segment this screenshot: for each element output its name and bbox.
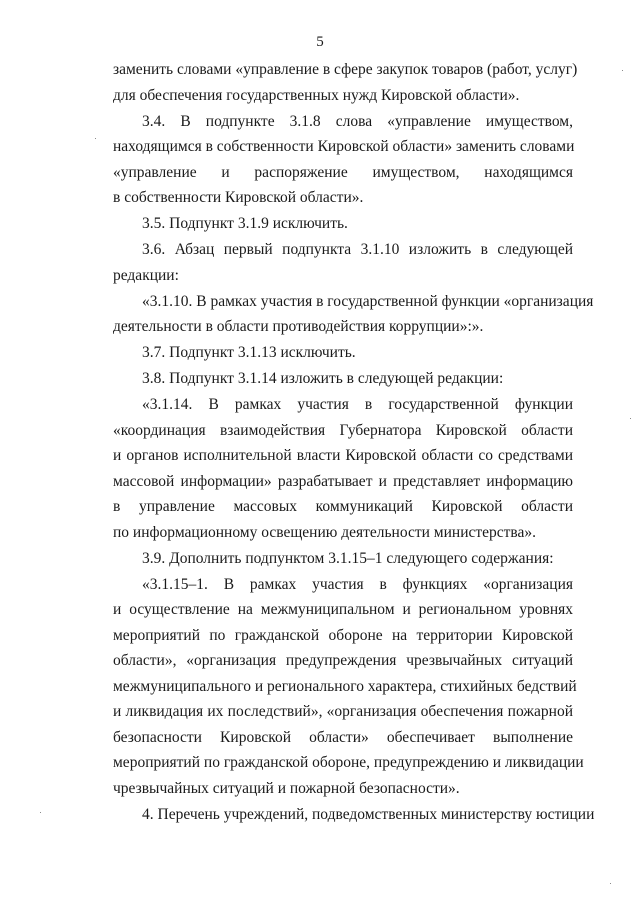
text-line: 3.9. Дополнить подпунктом 3.1.15–1 следующего содержания: bbox=[142, 549, 554, 567]
text-line: редакции: bbox=[113, 266, 179, 284]
paragraph bbox=[113, 237, 573, 288]
paragraph bbox=[113, 57, 578, 108]
text-line: и ликвидация их последствий», «организация обеспечения пожарной bbox=[113, 703, 573, 720]
text-line: «3.1.15–1. В рамках участия в функциях «организация bbox=[142, 575, 573, 593]
scan-speck bbox=[610, 883, 611, 884]
page-number: 5 bbox=[316, 34, 324, 50]
text-line: 3.4. В подпункте 3.1.8 слова «управление имуществом, bbox=[142, 112, 573, 130]
text-line: мероприятий по гражданской обороне на территории Кировской bbox=[113, 626, 573, 644]
text-line: в собственности Кировской области». bbox=[113, 189, 364, 206]
scan-speck bbox=[95, 138, 96, 139]
text-line: чрезвычайных ситуаций и пожарной безопасности». bbox=[113, 779, 460, 797]
text-line: «3.1.10. В рамках участия в государственной функции «организация bbox=[142, 292, 594, 310]
paragraph bbox=[113, 211, 573, 237]
text-line: деятельности в области противодействия коррупции»:». bbox=[113, 318, 484, 335]
scan-speck bbox=[630, 418, 631, 419]
text-line: для обеспечения государственных нужд Кировской области». bbox=[113, 86, 520, 104]
scan-speck bbox=[622, 70, 623, 71]
text-line: и осуществление на межмуниципальном и региональном уровнях bbox=[113, 601, 573, 618]
text-line: в управление массовых коммуникаций Кировской области bbox=[113, 498, 573, 515]
text-line: 3.7. Подпункт 3.1.13 исключить. bbox=[142, 344, 356, 361]
text-line: 4. Перечень учреждений, подведомственных министерству юстиции bbox=[142, 805, 595, 823]
scan-speck bbox=[40, 812, 41, 813]
paragraph bbox=[113, 546, 573, 572]
document-body bbox=[113, 57, 595, 828]
text-line: безопасности Кировской области» обеспечивает выполнение bbox=[113, 728, 573, 746]
text-line: «координация взаимодействия Губернатора Кировской области bbox=[113, 421, 573, 439]
paragraph bbox=[113, 572, 584, 802]
text-line: мероприятий по гражданской обороне, предупреждению и ликвидации bbox=[113, 754, 584, 771]
text-line: массовой информации» разрабатывает и представляет информацию bbox=[113, 472, 573, 490]
text-line: находящимся в собственности Кировской области» заменить словами bbox=[113, 138, 575, 155]
text-line: 3.6. Абзац первый подпункта 3.1.10 изложить в следующей bbox=[142, 241, 573, 258]
text-line: «управление и распоряжение имуществом, находящимся bbox=[113, 163, 573, 181]
paragraph bbox=[113, 392, 573, 545]
text-line: «3.1.14. В рамках участия в государственной функции bbox=[142, 396, 573, 413]
text-line: по информационному освещению деятельности министерства». bbox=[113, 523, 537, 541]
paragraph bbox=[113, 802, 595, 828]
text-line: межмуниципального и регионального характера, стихийных бедствий bbox=[113, 677, 577, 695]
text-line: 3.5. Подпункт 3.1.9 исключить. bbox=[142, 215, 348, 232]
text-line: и органов исполнительной власти Кировской области со средствами bbox=[113, 447, 573, 464]
text-line: 3.8. Подпункт 3.1.14 изложить в следующей редакции: bbox=[142, 370, 504, 387]
paragraph bbox=[113, 109, 573, 211]
paragraph bbox=[113, 366, 573, 392]
paragraph bbox=[113, 340, 573, 366]
text-line: области», «организация предупреждения чрезвычайных ситуаций bbox=[113, 652, 573, 669]
text-line: заменить словами «управление в сфере закупок товаров (работ, услуг) bbox=[113, 61, 578, 78]
paragraph bbox=[113, 289, 594, 340]
